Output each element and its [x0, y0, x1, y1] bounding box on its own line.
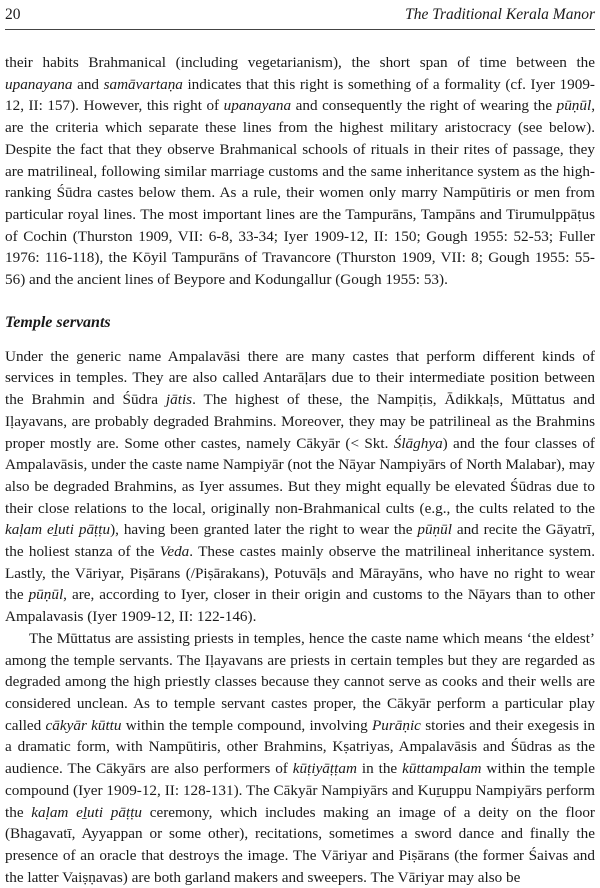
running-title: The Traditional Kerala Manor	[405, 6, 595, 23]
italic-term: Purāṇic	[371, 716, 421, 734]
text-run: their habits Brahmanical (including vegetarianism), the short span of time between the	[5, 54, 595, 71]
italic-term: Ślāghya	[393, 434, 443, 452]
italic-term: cākyār kūttu	[45, 716, 122, 734]
text-run: within the temple compound (Iyer 1909-12, II: 128-131). The Cākyār Nampiyārs and Kuṟuppu Nampiyārs perform the	[5, 760, 595, 821]
italic-term: Veda	[159, 543, 190, 561]
text-run: The Mūttatus are assisting priests in temples, hence the caste name which means ‘the eldest’ among the temple servants. The Iḷayavans are priests in certain temples but they are regarded as degraded among the high priestly classes because they cannot serve as cooks and their wells are considered unclean. As to temple servant castes proper, the Cākyār perform a particular play called	[5, 629, 595, 734]
text-run: ), having been granted later the right to wear the	[110, 521, 418, 539]
header-rule	[5, 29, 595, 30]
page-number: 20	[5, 6, 21, 23]
italic-term: upanayana	[223, 97, 292, 115]
text-run: within the temple compound, involving	[121, 716, 372, 734]
italic-term: kaḷam eḻuti pāṭṭu	[31, 803, 143, 821]
italic-term: pūṇūl	[556, 97, 592, 115]
text-run: , are the criteria which separate these lines from the highest military aristocracy (see below). Despite the fact that they observe Brahmanical schools of rituals in their rites of passage, they are matrilineal, following similar marriage customs and the same inheritance system as the high-ranking Śūdra castes below them. As a rule, their women only marry Nampūtiris or men from particular royal lines. The most important lines are the Tampurāns, Tampāns and Tirumulppāṭus of Cochin (Thurston 1909, VII: 6-8, 33-34; Iyer 1909-12, II: 150; Gough 1955: 52-53; Fuller 1976: 116-118), the Kōyil Tampurāns of Travancore (Thurston 1909, VII: 8; Gough 1955: 55-56) and the ancient lines of Beypore and Kodungallur (Gough 1955: 53).	[5, 97, 595, 289]
text-run: Under the generic name Ampalavāsi there are many castes that perform different kinds of services in temples. They are also called Antarāḷars due to their intermediate position between the Brahmin and Śūdra	[5, 347, 595, 409]
italic-term: kaḷam eḻuti pāṭṭu	[5, 521, 111, 539]
page-header	[5, 3, 595, 27]
paragraph-3	[5, 628, 595, 888]
text-run: , are, according to Iyer, closer in their origin and customs to the Nāyars than to other Ampalavasis (Iyer 1909-12, II: 122-146).	[5, 586, 596, 626]
page-body	[5, 52, 595, 888]
italic-term: pūṇūl	[417, 521, 452, 539]
paragraph-2	[5, 346, 595, 628]
text-run: stories and their exegesis in a dramatic form, with Nampūtiris, other Brahmins, Kṣatriyas, Ampalavāsis and Śūdras as the audience. The Cākyārs are also performers of	[5, 716, 595, 778]
text-run: . The highest of these, the Nampiṭis, Ādikkaḷs, Mūttatus and Iḷayavans, are probably degraded Brahmins. Moreover, they may be patrilineal as the Brahmins proper mostly are. Some other castes, namely Cākyār (< Skt.	[5, 391, 595, 452]
italic-term: samāvartaṇa	[103, 75, 183, 93]
section-heading: Temple servants	[5, 313, 111, 331]
text-run: and	[72, 75, 104, 93]
text-run: ceremony, which includes making an image of a deity on the floor (Bhagavatī, Ayyappan or some other), recitations, sometimes a sword dance and finally the presence of an oracle that destroys the image. The Vāriyar and Piṣārans (the former Śaivas and the latter Vaiṣṇavas) are both garland makers and sweepers. The Vāriyar may also be	[5, 803, 595, 886]
text-run: ) and the four classes of Ampalavāsis, under the caste name Nampiyār (not the Nāyar Nampiyārs of North Malabar), may also be degraded Brahmins, as Iyer assumes. But they might equally be elevated Śūdras due to their close relations to the local, originally non-Brahmanical cults (e.g., the cults related to the	[5, 434, 595, 517]
italic-term: pūṇūl	[28, 586, 64, 604]
text-run: and consequently the right of wearing the	[291, 97, 557, 115]
text-run: and recite the Gāyatrī, the holiest stanza of the	[5, 521, 595, 561]
italic-term: upanayana	[5, 75, 73, 93]
text-run: . These castes mainly observe the matrilineal inheritance system. Lastly, the Vāriyar, Piṣārans (/Piṣārakans), Potuvāḷs and Mārayāns, who have no right to wear the	[5, 543, 595, 604]
italic-term: kūṭiyāṭṭam	[292, 760, 357, 778]
text-run: indicates that this right is something of a formality (cf. Iyer 1909-12, II: 157). However, this right of	[5, 75, 595, 115]
paragraph-1	[5, 52, 595, 291]
italic-term: kūttampalam	[402, 760, 482, 778]
italic-term: jātis	[165, 391, 193, 409]
text-run: in the	[356, 760, 403, 778]
